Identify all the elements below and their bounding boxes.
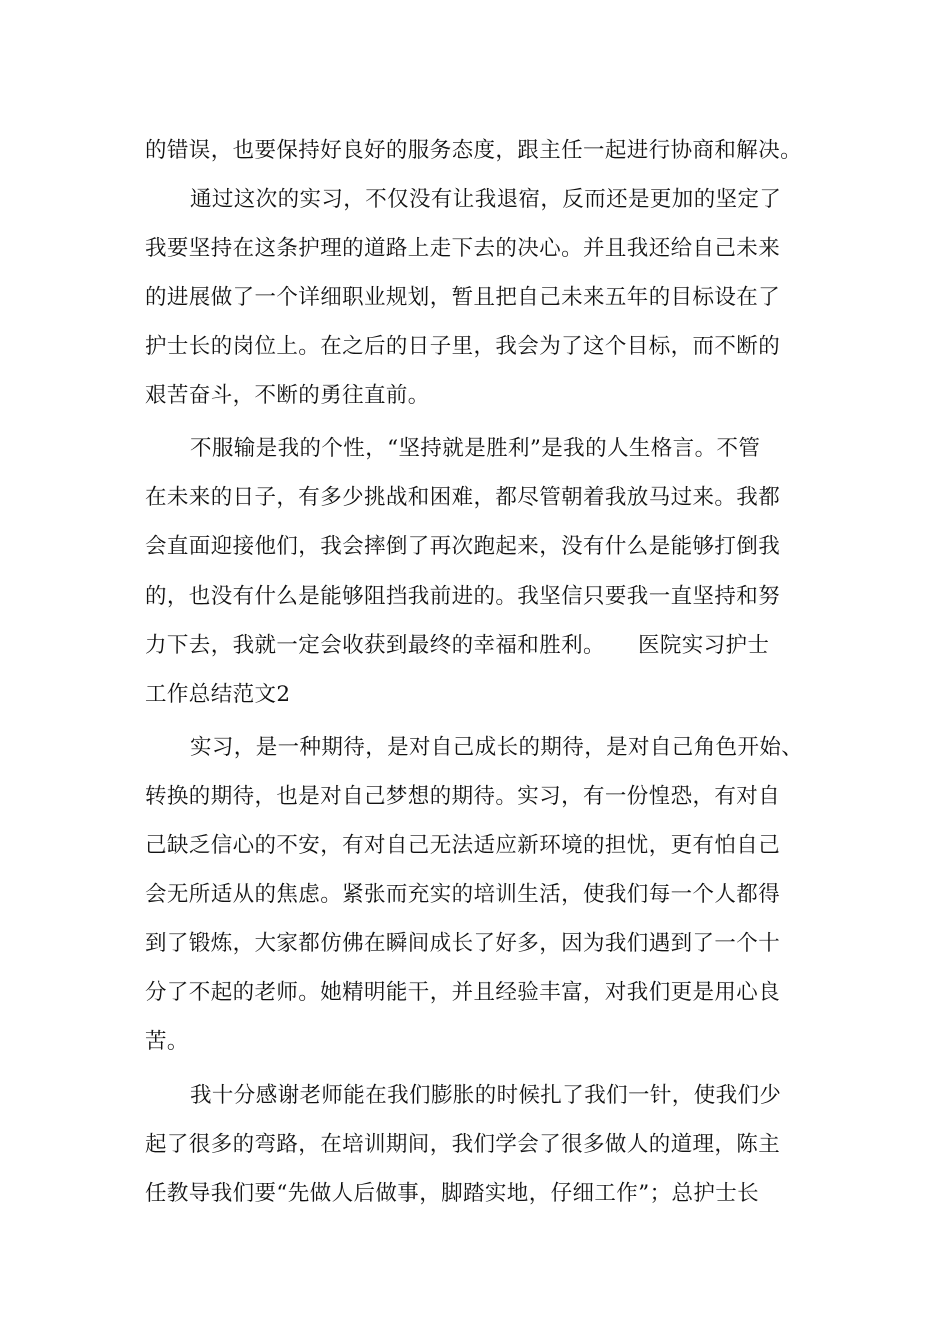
text-line: 我要坚持在这条护理的道路上走下去的决心。并且我还给自己未来 <box>145 236 781 261</box>
text-line: 到了锻炼，大家都仿佛在瞬间成长了好多，因为我们遇到了一个十 <box>145 931 781 956</box>
text-line: 分了不起的老师。她精明能干，并且经验丰富，对我们更是用心良 <box>145 980 781 1005</box>
text-line: 转换的期待，也是对自己梦想的期待。实习，有一份惶恐，有对自 <box>145 784 781 809</box>
text-line: 护士长的岗位上。在之后的日子里，我会为了这个目标，而不断的 <box>145 334 781 359</box>
text-line: 艰苦奋斗，不断的勇往直前。 <box>145 383 430 408</box>
paragraph-first-line: 我十分感谢老师能在我们膨胀的时候扎了我们一针，使我们少 <box>190 1083 782 1108</box>
paragraph-first-line: 通过这次的实习，不仅没有让我退宿，反而还是更加的坚定了 <box>190 187 782 212</box>
text-line: 的，也没有什么是能够阻挡我前进的。我坚信只要我一直坚持和努 <box>145 584 781 609</box>
paragraph-first-line: 不服输是我的个性，“坚持就是胜利”是我的人生格言。不管 <box>190 436 761 461</box>
text-line: 在未来的日子，有多少挑战和困难，都尽管朝着我放马过来。我都 <box>145 485 781 510</box>
text-line: 的进展做了一个详细职业规划，暂且把自己未来五年的目标设在了 <box>145 285 781 310</box>
text-line: 苦。 <box>145 1029 189 1054</box>
text-line: 力下去，我就一定会收获到最终的幸福和胜利。 医院实习护士 <box>145 633 770 658</box>
text-line: 会无所适从的焦虑。紧张而充实的培训生活，使我们每一个人都得 <box>145 882 781 907</box>
section-title-line: 工作总结范文2 <box>145 682 291 707</box>
text-line: 任教导我们要“先做人后做事，脚踏实地，仔细工作”；总护士长 <box>145 1181 760 1206</box>
paragraph-first-line: 实习，是一种期待，是对自己成长的期待，是对自己角色开始、 <box>190 735 804 760</box>
text-line: 的错误，也要保持好良好的服务态度，跟主任一起进行协商和解决。 <box>145 138 803 163</box>
text-line: 会直面迎接他们，我会摔倒了再次跑起来，没有什么是能够打倒我 <box>145 534 781 559</box>
text-line: 起了很多的弯路，在培训期间，我们学会了很多做人的道理，陈主 <box>145 1132 781 1157</box>
text-line: 己缺乏信心的不安，有对自己无法适应新环境的担忧，更有怕自己 <box>145 833 781 858</box>
